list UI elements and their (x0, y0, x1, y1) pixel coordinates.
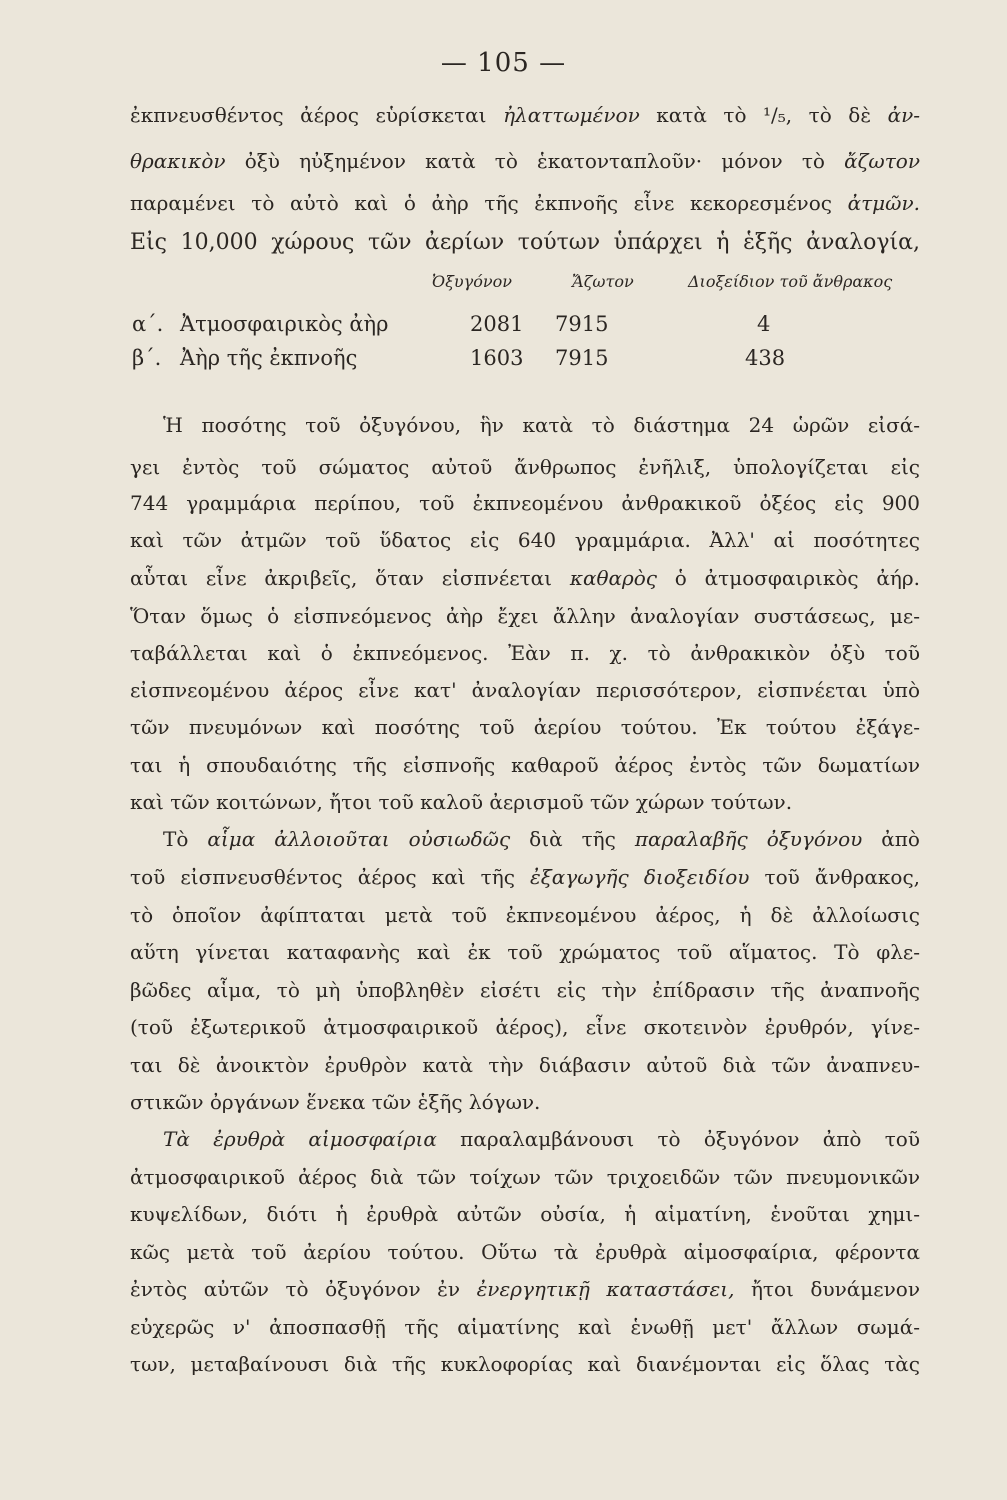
intro-line: θρακικὸν ὀξὺ ηὐξημένον κατὰ τὸ ἑκατονταπλοῦν· μόνον τὸ ἄζωτον (130, 149, 920, 173)
para3-line: ἀτμοσφαιρικοῦ ἀέρος διὰ τῶν τοίχων τῶν τριχοειδῶν τῶν πνευμονικῶν (130, 1165, 920, 1189)
para2-line: τὸ ὁποῖον ἀφίπταται μετὰ τοῦ ἐκπνεομένου ἀέρος, ἡ δὲ ἀλλοίωσις (130, 903, 920, 927)
para3-line: ἐντὸς αὐτῶν τὸ ὀξυγόνον ἐν ἐνεργητικῇ καταστάσει, ἤτοι δυνάμενον (130, 1277, 920, 1301)
row-mark: β΄. (132, 346, 162, 370)
para2-line: (τοῦ ἐξωτερικοῦ ἀτμοσφαιρικοῦ ἀέρος), εἶνε σκοτεινὸν ἐρυθρόν, γίνε- (130, 1015, 920, 1039)
para2-line: στικῶν ὀργάνων ἕνεκα τῶν ἑξῆς λόγων. (130, 1090, 541, 1114)
row-nitrogen: 7915 (555, 346, 609, 370)
para1-line: καὶ τῶν κοιτώνων, ἤτοι τοῦ καλοῦ ἀερισμοῦ τῶν χώρων τούτων. (130, 790, 793, 814)
para2-line: ται δὲ ἀνοικτὸν ἐρυθρὸν κατὰ τὴν διάβασιν αὐτοῦ διὰ τῶν ἀναπνευ- (130, 1053, 920, 1077)
row-oxygen: 1603 (470, 346, 524, 370)
header-nitrogen: Ἄζωτον (572, 272, 634, 291)
row-oxygen: 2081 (470, 312, 524, 336)
row-mark: α΄. (132, 312, 164, 336)
row-nitrogen: 7915 (555, 312, 609, 336)
para1-line: τῶν πνευμόνων καὶ ποσότης τοῦ ἀερίου τούτου. Ἐκ τούτου ἐξάγε- (130, 715, 920, 739)
row-co2: 4 (757, 312, 771, 336)
para2-line: αὕτη γίνεται καταφανὴς καὶ ἐκ τοῦ χρώματος τοῦ αἵματος. Τὸ φλε- (130, 940, 920, 964)
para1-line: γει ἐντὸς τοῦ σώματος αὐτοῦ ἄνθρωπος ἐνῆλιξ, ὑπολογίζεται εἰς (130, 455, 920, 479)
para1-line: καὶ τῶν ἀτμῶν τοῦ ὕδατος εἰς 640 γραμμάρια. Ἀλλ' αἱ ποσότητες (130, 528, 920, 552)
para3-line: κῶς μετὰ τοῦ ἀερίου τούτου. Οὕτω τὰ ἐρυθρὰ αἱμοσφαίρια, φέροντα (130, 1240, 920, 1264)
row-co2: 438 (745, 346, 786, 370)
para3-line: εὐχερῶς ν' ἀποσπασθῇ τῆς αἱματίνης καὶ ἑνωθῇ μετ' ἄλλων σωμά- (130, 1315, 920, 1339)
para2-line: τοῦ εἰσπνευσθέντος ἀέρος καὶ τῆς ἐξαγωγῆς διοξειδίου τοῦ ἄνθρακος, (130, 865, 920, 889)
para1-line: ται ἡ σπουδαιότης τῆς εἰσπνοῆς καθαροῦ ἀέρος ἐντὸς τῶν δωματίων (130, 753, 920, 777)
para1-line: αὗται εἶνε ἀκριβεῖς, ὅταν εἰσπνέεται καθαρὸς ὁ ἀτμοσφαιρικὸς ἀήρ. (130, 566, 921, 590)
para3-line: Τὰ ἐρυθρὰ αἱμοσφαίρια παραλαμβάνουσι τὸ ὀξυγόνον ἀπὸ τοῦ (163, 1127, 920, 1151)
para3-line: των, μεταβαίνουσι διὰ τῆς κυκλοφορίας καὶ διανέμονται εἰς ὅλας τὰς (130, 1352, 920, 1376)
para3-line: κυψελίδων, διότι ἡ ἐρυθρὰ αὐτῶν οὐσία, ἡ αἱματίνη, ἑνοῦται χημι- (130, 1202, 920, 1226)
header-oxygen: Ὀξυγόνον (432, 272, 512, 291)
intro-line: παραμένει τὸ αὐτὸ καὶ ὁ ἀὴρ τῆς ἐκπνοῆς εἶνε κεκορεσμένος ἀτμῶν. (130, 191, 920, 215)
para1-line: εἰσπνεομένου ἀέρος εἶνε κατ' ἀναλογίαν περισσότερον, εἰσπνέεται ὑπὸ (130, 678, 920, 702)
header-co2: Διοξείδιον τοῦ ἄνθρακος (688, 272, 893, 291)
page-number: — 105 — (440, 48, 567, 78)
intro-line: ἐκπνευσθέντος ἀέρος εὑρίσκεται ἠλαττωμένον κατὰ τὸ ¹/₅, τὸ δὲ ἀν- (130, 103, 921, 127)
row-label: Ἀτμοσφαιρικὸς ἀὴρ (180, 312, 389, 336)
para2-line: Τὸ αἷμα ἀλλοιοῦται οὐσιωδῶς διὰ τῆς παραλαβῆς ὀξυγόνου ἀπὸ (163, 827, 920, 851)
para1-line: 744 γραμμάρια περίπου, τοῦ ἐκπνεομένου ἀνθρακικοῦ ὀξέος εἰς 900 (130, 491, 920, 515)
intro-line: Εἰς 10,000 χώρους τῶν ἀερίων τούτων ὑπάρχει ἡ ἑξῆς ἀναλογία, (130, 230, 920, 255)
para2-line: βῶδες αἷμα, τὸ μὴ ὑποβληθὲν εἰσέτι εἰς τὴν ἐπίδρασιν τῆς ἀναπνοῆς (130, 978, 920, 1002)
para1-line: ταβάλλεται καὶ ὁ ἐκπνεόμενος. Ἐὰν π. χ. τὸ ἀνθρακικὸν ὀξὺ τοῦ (130, 641, 920, 665)
para1-line: Ἡ ποσότης τοῦ ὀξυγόνου, ἣν κατὰ τὸ διάστημα 24 ὡρῶν εἰσά- (163, 413, 920, 437)
para1-line: Ὅταν ὅμως ὁ εἰσπνεόμενος ἀὴρ ἔχει ἄλλην ἀναλογίαν συστάσεως, με- (130, 604, 920, 628)
row-label: Ἀὴρ τῆς ἐκπνοῆς (180, 346, 358, 370)
